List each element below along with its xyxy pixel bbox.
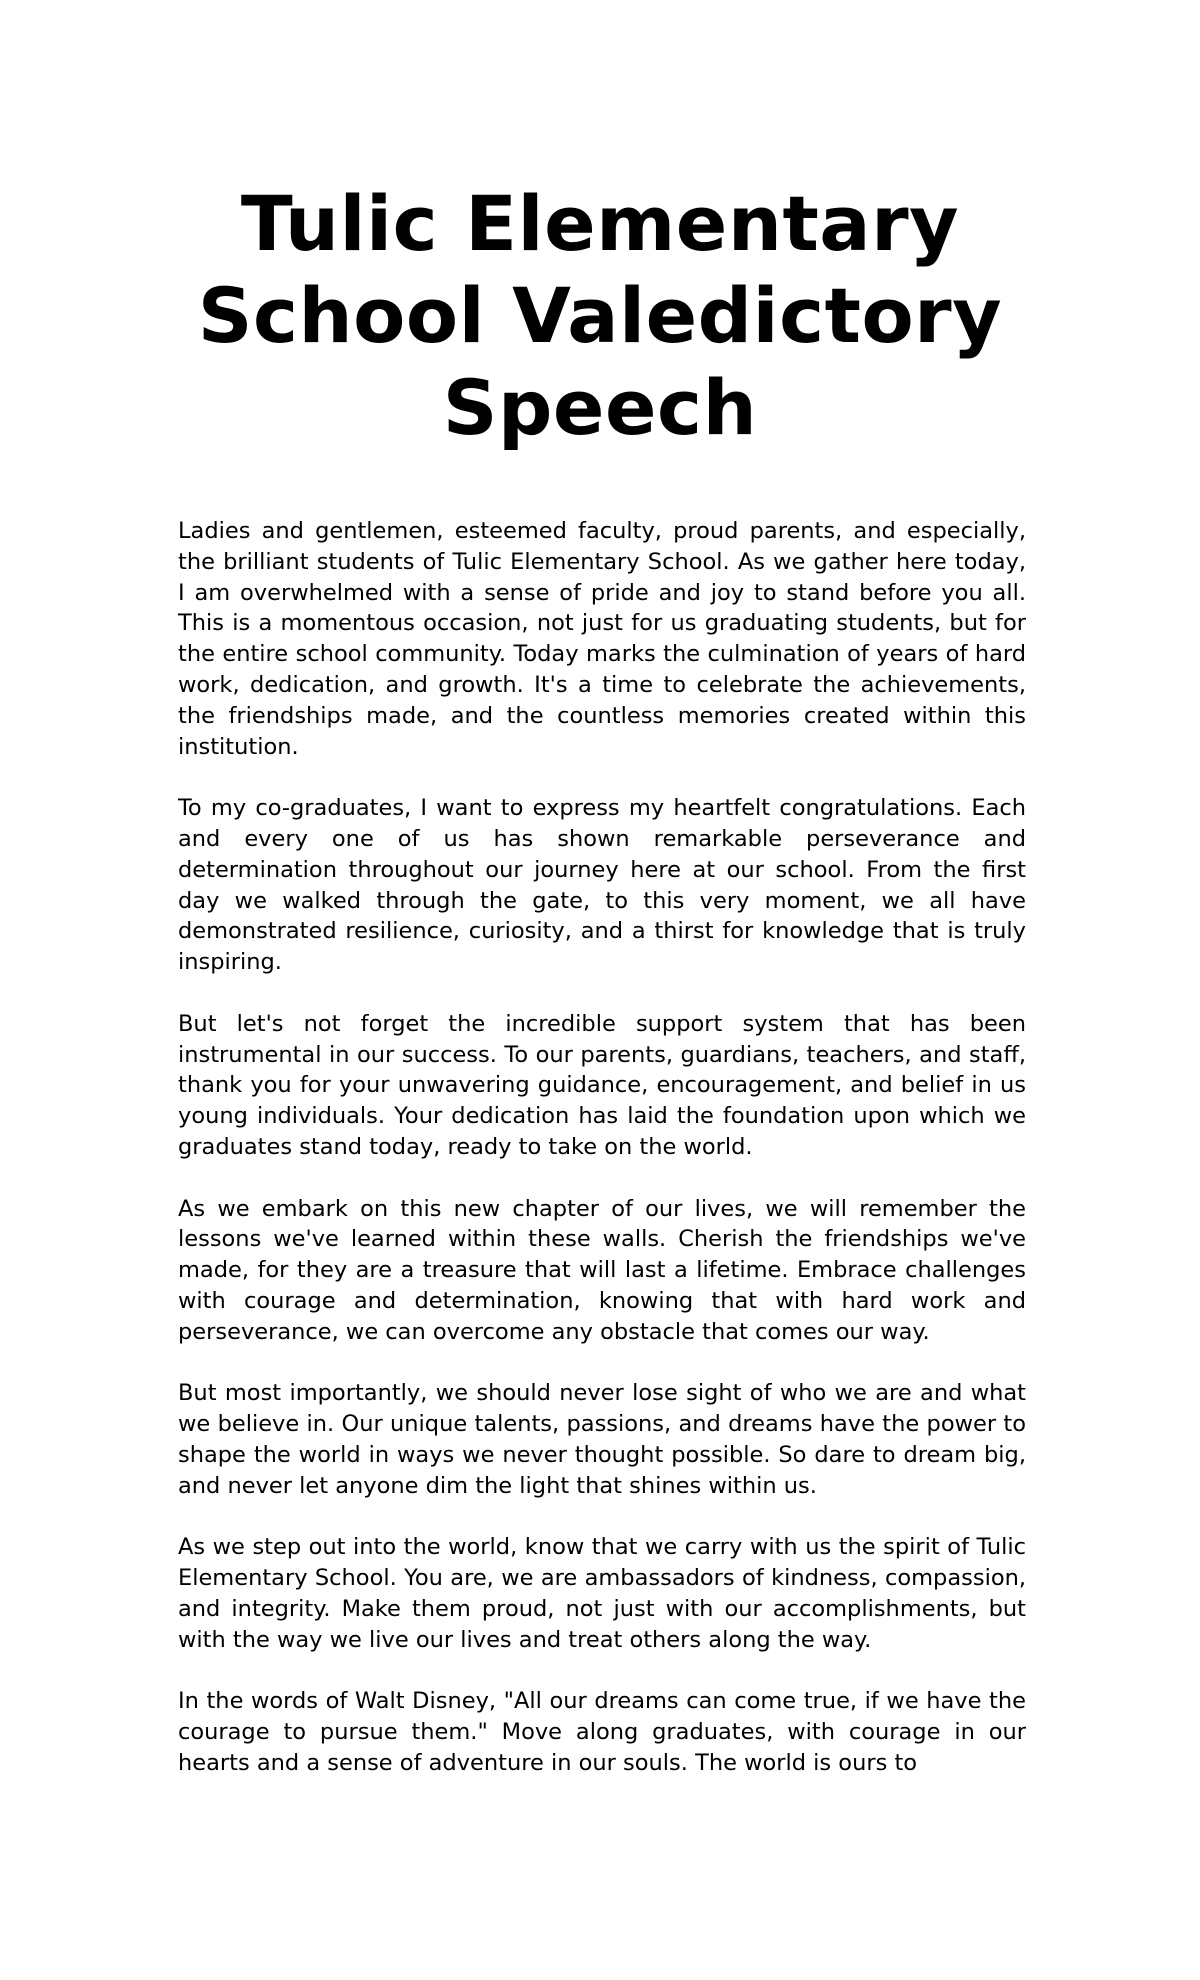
paragraph-7: In the words of Walt Disney, "All our dreams can come true, if we have the courage to pursue them." Move along graduates, with courage in our hearts and a sense of adventure in our souls. The world is ours to <box>178 1688 1026 1776</box>
paragraph-1: Ladies and gentlemen, esteemed faculty, proud parents, and especially, the brilliant students of Tulic Elementary School. As we gather here today, I am overwhelmed with a sense of pride and joy to stand before you all. This is a momentous occasion, not just for us graduating students, but for the entire school community. Today marks the culmination of years of hard work, dedication, and growth. It's a time to celebrate the achievements, the friendships made, and the countless memories created within this institution. <box>178 518 1026 760</box>
document-title: Tulic Elementary School Valedictory Speech <box>197 179 1003 452</box>
paragraph-2: To my co-graduates, I want to express my heartfelt congratulations. Each and every one of us has shown remarkable perseverance and determination throughout our journey here at our school. From the first day we walked through the gate, to this very moment, we all have demonstrated resilience, curiosity, and a thirst for knowledge that is truly inspiring. <box>178 795 1026 976</box>
paragraph-5: But most importantly, we should never lose sight of who we are and what we believe in. Our unique talents, passions, and dreams have the power to shape the world in ways we never thought possible. So dare to dream big, and never let anyone dim the light that shines within us. <box>178 1380 1026 1499</box>
speech-body <box>178 516 1026 1779</box>
paragraph-6: As we step out into the world, know that we carry with us the spirit of Tulic Elementary School. You are, we are ambassadors of kindness, compassion, and integrity. Make them proud, not just with our accomplishments, but with the way we live our lives and treat others along the way. <box>178 1534 1026 1653</box>
paragraph-4: As we embark on this new chapter of our lives, we will remember the lessons we've learned within these walls. Cherish the friendships we've made, for they are a treasure that will last a lifetime. Embrace challenges with courage and determination, knowing that with hard work and perseverance, we can overcome any obstacle that comes our way. <box>178 1195 1026 1345</box>
paragraph-3: But let's not forget the incredible support system that has been instrumental in our success. To our parents, guardians, teachers, and staff, thank you for your unwavering guidance, encouragement, and belief in us young individuals. Your dedication has laid the foundation upon which we graduates stand today, ready to take on the world. <box>178 1010 1026 1160</box>
